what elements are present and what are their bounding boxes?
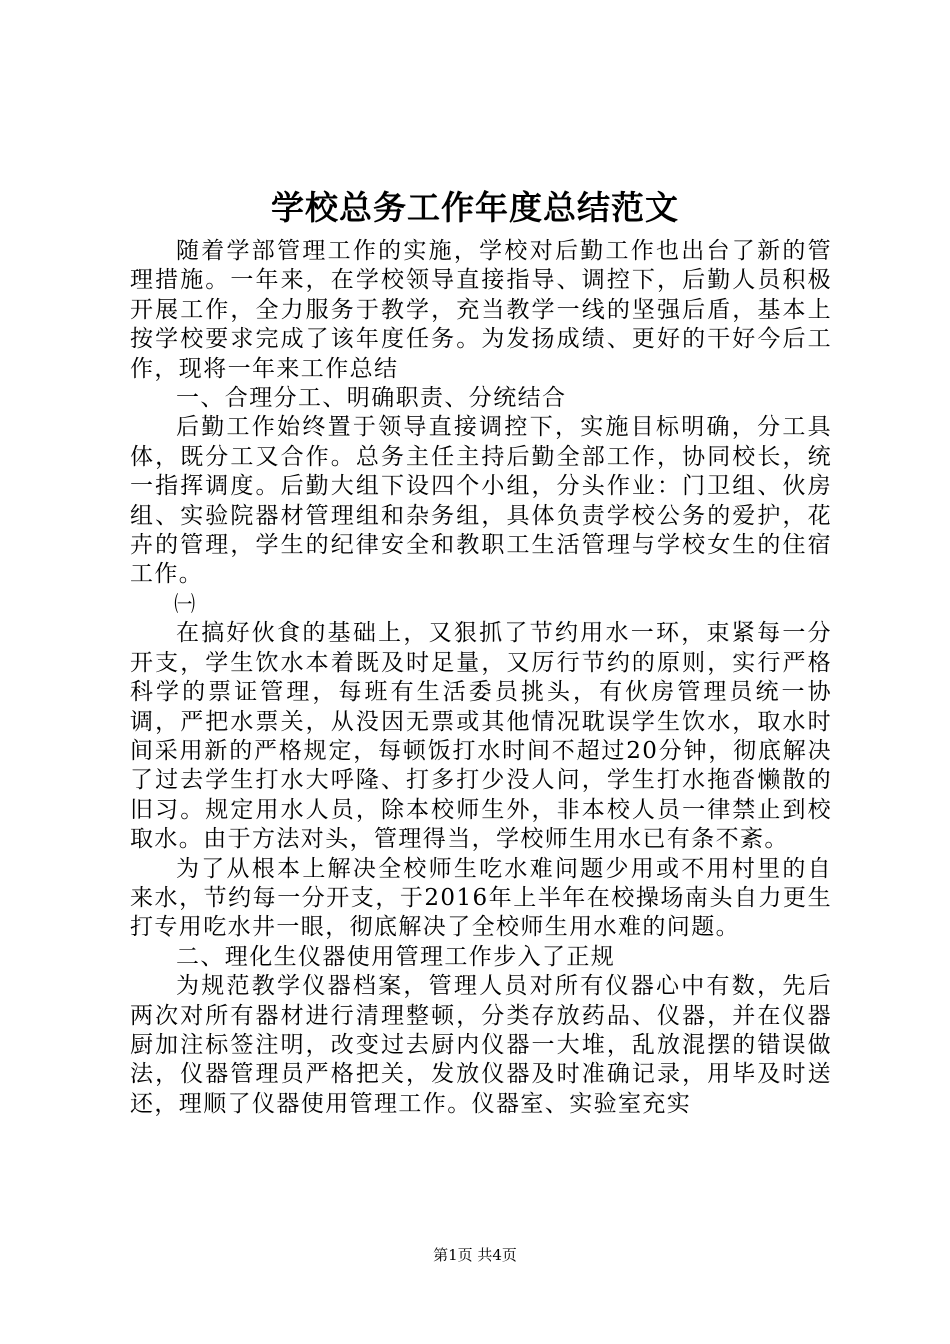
heading-section-2: 二、理化生仪器使用管理工作步入了正规: [176, 943, 616, 970]
heading-section-1: 一、合理分工、明确职责、分统结合: [176, 385, 567, 412]
page-footer: 第1页 共4页: [433, 1246, 517, 1264]
paragraph-division-of-labor: 后勤工作始终置于领导直接调控下，实施目标明确，分工具体，既分工又合作。总务主任主持后勤全部工作，协同校长，统一指挥调度。后勤大组下设四个小组，分头作业：门卫组、伙房组、实验院器材管理组和杂务组，具体负责学校公务的爱护，花卉的管理，学生的纪律安全和教职工生活管理与学校女生的住宿工作。: [130, 414, 832, 588]
paragraph-instruments: 为规范教学仪器档案，管理人员对所有仪器心中有数，先后两次对所有器材进行清理整顿，分类存放药品、仪器，并在仪器厨加注标签注明，改变过去厨内仪器一大堆，乱放混摆的错误做法，仪器管理员严格把关，发放仪器及时准确记录，用毕及时送还，理顺了仪器使用管理工作。仪器室、实验室充实: [130, 973, 832, 1117]
document-title: 学校总务工作年度总结范文: [271, 188, 679, 227]
paragraph-water-well: 为了从根本上解决全校师生吃水难问题少用或不用村里的自来水，节约每一分开支，于2016年上半年在校操场南头自力更生打专用吃水井一眼，彻底解决了全校师生用水难的问题。: [130, 855, 832, 941]
subsection-marker: ㈠: [174, 591, 196, 616]
paragraph-intro: 随着学部管理工作的实施，学校对后勤工作也出台了新的管理措施。一年来，在学校领导直接指导、调控下，后勤人员积极开展工作，全力服务于教学，充当教学一线的坚强后盾，基本上按学校要求完成了该年度任务。为发扬成绩、更好的干好今后工作，现将一年来工作总结: [130, 238, 832, 382]
paragraph-water-saving: 在搞好伙食的基础上，又狠抓了节约用水一环，束紧每一分开支，学生饮水本着既及时足量，又厉行节约的原则，实行严格科学的票证管理，每班有生活委员挑头，有伙房管理员统一协调，严把水票关，从没因无票或其他情况耽误学生饮水，取水时间采用新的严格规定，每顿饭打水时间不超过20分钟，彻底解决了过去学生打水大呼隆、打多打少没人问，学生打水拖沓懒散的旧习。规定用水人员，除本校师生外，非本校人员一律禁止到校取水。由于方法对头，管理得当，学校师生用水已有条不紊。: [130, 620, 832, 853]
document-body: [130, 237, 832, 1119]
